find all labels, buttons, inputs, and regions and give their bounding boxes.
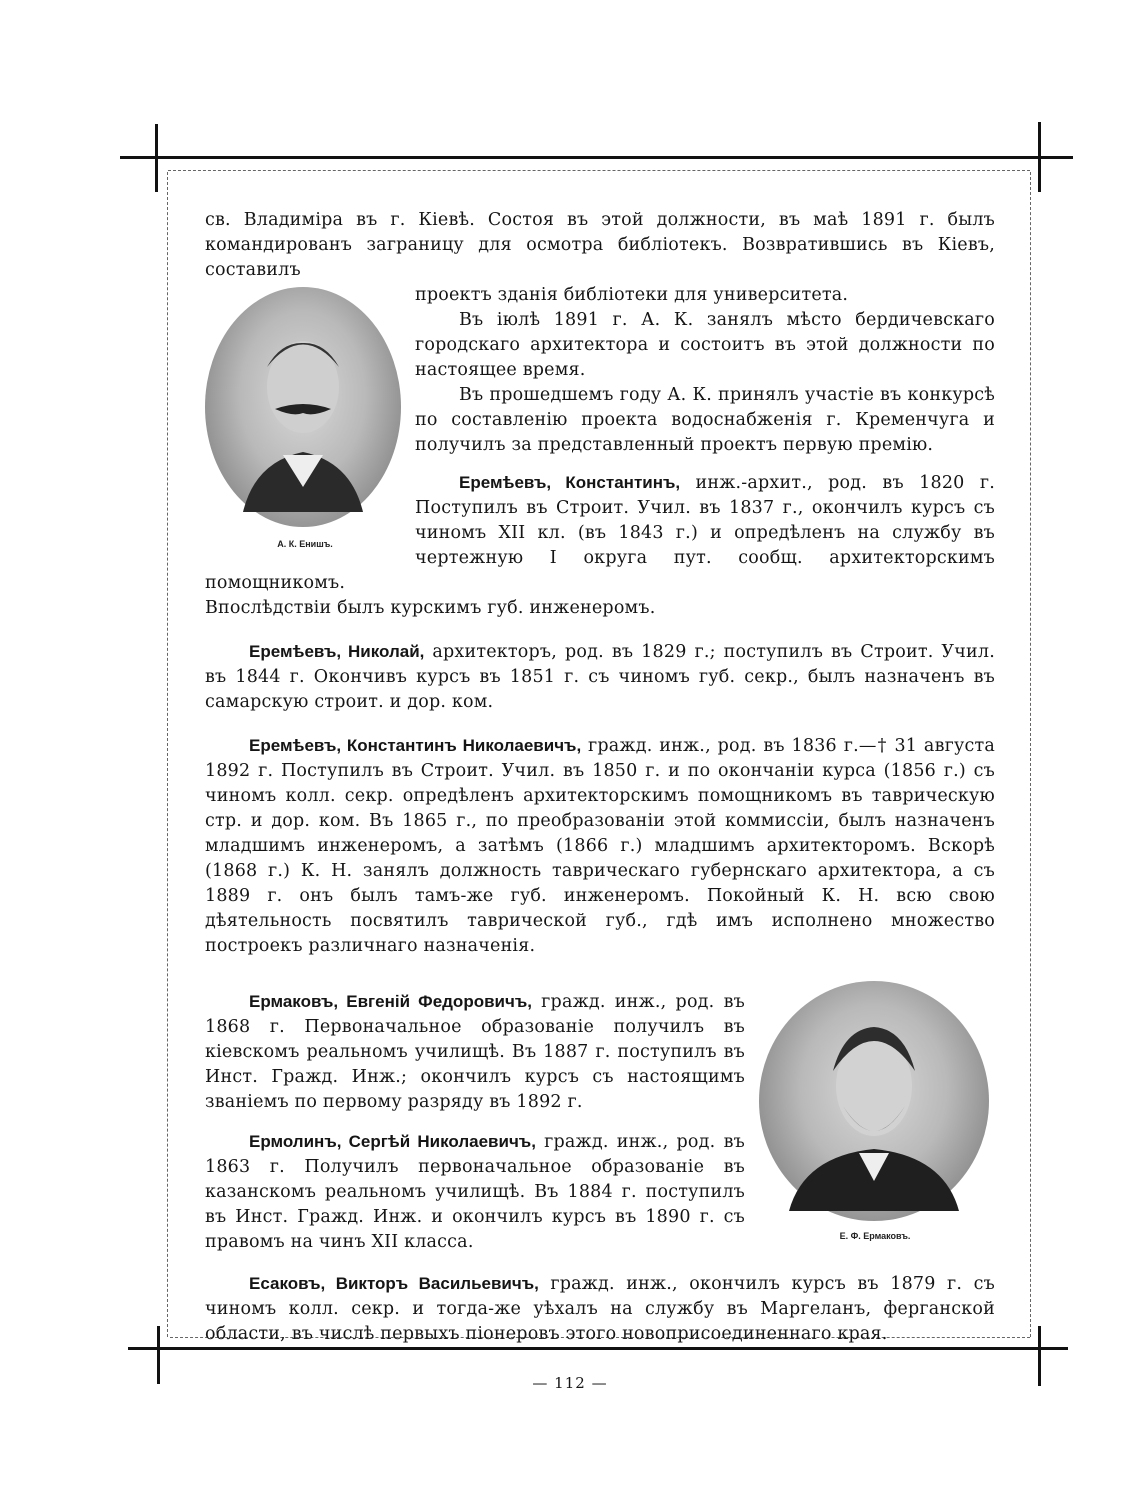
entry-name: Еремѣевъ, Николай, (249, 642, 425, 661)
frame-top-rule (120, 156, 1073, 159)
entry-text: гражд. инж., род. въ 1836 г.—† 31 августа 1892 г. Поступилъ въ Строит. Учил. въ 1850 г. и по окончаніи курса (1856 г.) съ чиномъ колл. секр. опредѣленъ архитекторскимъ помощникомъ въ таврическую стр. и дор. ком. Въ 1865 г., по преобразованіи этой коммиссіи, былъ назначенъ младшимъ инженеромъ, а затѣмъ (1866 г.) младшимъ архитекторомъ. Вскорѣ (1868 г.) К. Н. занялъ должность таврическаго губернскаго архитектора, а съ 1889 г. онъ былъ тамъ-же губ. инженеромъ. Покойный К. Н. всю свою дѣятельность посвятилъ таврической губ., гдѣ имъ исполнено множество построекъ различнаго назначенія. (205, 736, 995, 956)
entry-name: Ермаковъ, Евгеній Федоровичъ, (249, 992, 532, 1011)
entry-name: Ермолинъ, Сергѣй Николаевичъ, (249, 1132, 536, 1151)
portrait-photo-enish (205, 287, 401, 527)
portrait-block-1 (205, 287, 405, 549)
portrait-block-2 (755, 981, 995, 1241)
inner-frame-right (1030, 172, 1031, 1337)
entry-text: гражд. инж., окончилъ курсъ въ 1879 г. съ чиномъ колл. секр. и тогда-же уѣхалъ на службу въ Маргеланъ, ферганской области, въ числѣ первыхъ піонеровъ этого новоприсоединеннаго края. (205, 1274, 995, 1344)
paragraph-julia-1891: Въ іюлѣ 1891 г. А. К. занялъ мѣсто бердичевскаго городскаго архитектора и состоитъ въ этой должности по настоящее время. (415, 310, 995, 380)
entry-name: Еремѣевъ, Константинъ Николаевичъ, (249, 736, 582, 755)
portrait-photo-ermakov (759, 981, 989, 1221)
entry-name: Есаковъ, Викторъ Васильевичъ, (249, 1274, 539, 1293)
entry-text: инж.-архит., род. въ 1820 г. Поступилъ въ Строит. Учил. въ 1837 г., окончилъ курсъ съ чиномъ XII кл. (въ 1843 г.) и опредѣленъ на службу въ чертежную I округа пут. сообщ. архитекторскимъ помощникомъ. (205, 473, 995, 593)
portrait-figure-2 (759, 981, 989, 1221)
entry-text: архитекторъ, род. въ 1829 г.; поступилъ въ Строит. Учил. въ 1844 г. Окончивъ курсъ въ 1851 г. съ чиномъ губ. секр., былъ назначенъ въ самарскую строит. и дор. ком. (205, 642, 995, 712)
inner-frame-top (168, 170, 1030, 171)
frame-left-upper-bar (155, 124, 158, 192)
page-body (205, 208, 995, 1347)
frame-bottom-rule (128, 1347, 1068, 1350)
portrait-figure-1 (205, 287, 401, 527)
frame-right-upper-bar (1038, 122, 1041, 192)
entry-eremeev-konstantin-tail: Впослѣдствіи былъ курскимъ губ. инженеромъ. (205, 598, 656, 618)
entry-text: гражд. инж., род. въ 1868 г. Первоначальное образованіе получилъ въ кіевскомъ реальномъ училищѣ. Въ 1887 г. поступилъ въ Инст. Гражд. Инж.; окончилъ курсъ съ настоящимъ званіемъ по первому разряду въ 1892 г. (205, 992, 745, 1112)
entry-eremeev-nikolai (205, 639, 995, 715)
entry-text: гражд. инж., род. въ 1863 г. Получилъ первоначальное образованіе въ казанскомъ реальномъ училищѣ. Въ 1884 г. поступилъ въ Инст. Гражд. Инж. и окончилъ курсъ въ 1890 г. съ правомъ на чинъ XII класса. (205, 1132, 745, 1252)
portrait-caption-2: Е. Ф. Ермаковъ. (839, 1231, 911, 1241)
paragraph-competition: Въ прошедшемъ году А. К. принялъ участіе въ конкурсѣ по составленію проекта водоснабженія г. Кременчуга и получилъ за представленный проектъ первую премію. (415, 385, 995, 455)
paragraph-intro: св. Владиміра въ г. Кіевѣ. Состоя въ этой должности, въ маѣ 1891 г. былъ командированъ заграницу для осмотра библіотекъ. Возвратившись въ Кіевъ, составилъ (205, 210, 995, 280)
portrait-caption-1: А. К. Енишъ. (277, 539, 333, 549)
entry-name: Еремѣевъ, Константинъ, (459, 473, 681, 492)
entry-eremeev-konstantin-nikolaevich (205, 733, 995, 959)
inner-frame-left (167, 172, 168, 1337)
paragraph-intro-continued: проектъ зданія библіотеки для университета. (415, 285, 849, 305)
page-number: — 112 — (532, 1374, 608, 1392)
entry-esakov-viktor (205, 1271, 995, 1347)
